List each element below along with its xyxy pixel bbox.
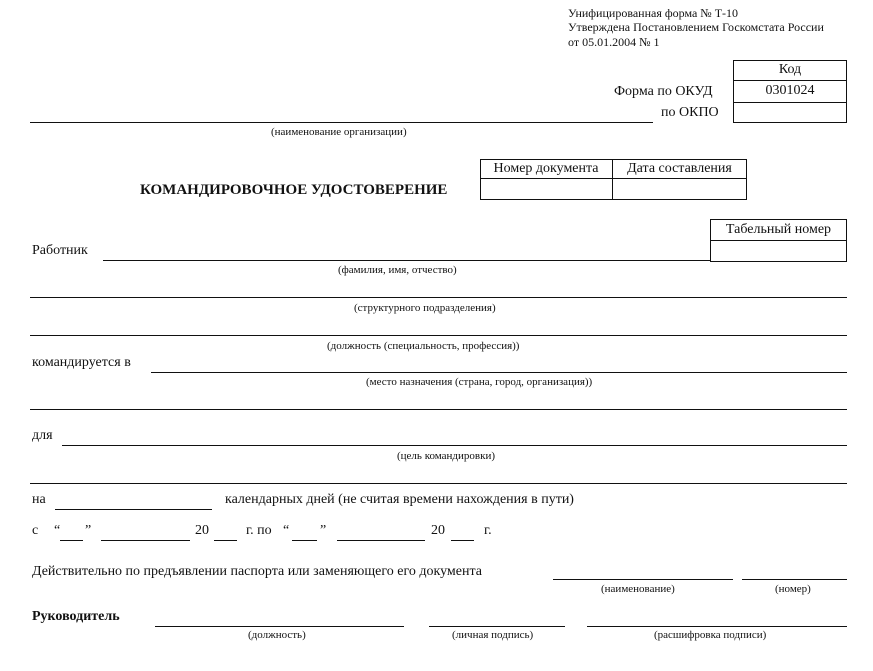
employee-label: Работник: [32, 243, 88, 258]
document-title: КОМАНДИРОВОЧНОЕ УДОСТОВЕРЕНИЕ: [140, 182, 448, 198]
head-label: Руководитель: [32, 609, 120, 624]
okpo-label: по ОКПО: [661, 105, 719, 120]
head-signature-decoding-field[interactable]: [587, 626, 847, 627]
form-number-line: Унифицированная форма № Т-10: [568, 6, 739, 20]
start-year-field[interactable]: [214, 540, 237, 541]
duration-prefix: на: [32, 492, 46, 507]
open-quote-2: “: [283, 523, 290, 538]
department-field[interactable]: [30, 297, 847, 298]
end-month-field[interactable]: [337, 540, 425, 541]
employee-fio-field[interactable]: [103, 260, 710, 261]
okud-code-value[interactable]: 0301024: [765, 83, 815, 98]
purpose-label: для: [32, 428, 53, 443]
document-date-header: Дата составления: [627, 161, 732, 176]
code-header: Код: [778, 62, 802, 77]
destination-field[interactable]: [151, 372, 847, 373]
end-year-prefix: 20: [431, 523, 445, 538]
department-caption: (структурного подразделения): [354, 302, 496, 314]
head-decoding-caption: (расшифровка подписи): [654, 629, 767, 641]
okud-label: Форма по ОКУД: [614, 84, 713, 99]
passport-text: Действительно по предъявлении паспорта или заменяющего его документа: [32, 564, 482, 579]
tabel-number-header: Табельный номер: [725, 222, 832, 237]
organization-caption: (наименование организации): [271, 126, 407, 138]
end-year-field[interactable]: [451, 540, 474, 541]
fio-caption: (фамилия, имя, отчество): [338, 264, 457, 276]
start-year-prefix: 20: [195, 523, 209, 538]
document-number-header: Номер документа: [493, 161, 599, 176]
destination-caption: (место назначения (страна, город, организация)): [366, 376, 593, 388]
purpose-field[interactable]: [62, 445, 847, 446]
period-end-label: г.: [484, 523, 492, 538]
position-field[interactable]: [30, 335, 847, 336]
approval-line: Утверждена Постановлением Госкомстата России: [568, 20, 824, 34]
close-quote-2: ”: [320, 523, 327, 538]
period-from-label: с: [32, 523, 39, 538]
head-signature-caption: (личная подпись): [452, 629, 534, 641]
head-position-field[interactable]: [155, 626, 404, 627]
document-number-caption: (номер): [775, 583, 811, 595]
head-signature-field[interactable]: [429, 626, 565, 627]
organization-name-field[interactable]: [30, 122, 653, 123]
open-quote: “: [54, 523, 61, 538]
position-caption: (должность (специальность, профессия)): [327, 340, 520, 352]
destination-label: командируется в: [32, 355, 131, 370]
duration-suffix: календарных дней (не считая времени нахождения в пути): [225, 492, 574, 507]
start-day-field[interactable]: [60, 540, 83, 541]
document-name-caption: (наименование): [601, 583, 675, 595]
close-quote: ”: [85, 523, 92, 538]
passport-document-name-field[interactable]: [553, 579, 733, 580]
purpose-caption: (цель командировки): [397, 450, 495, 462]
approval-date-line: от 05.01.2004 № 1: [568, 35, 660, 49]
end-day-field[interactable]: [292, 540, 317, 541]
passport-document-number-field[interactable]: [742, 579, 847, 580]
start-month-field[interactable]: [101, 540, 190, 541]
head-position-caption: (должность): [248, 629, 306, 641]
destination-field-continued[interactable]: [30, 409, 847, 410]
purpose-field-continued[interactable]: [30, 483, 847, 484]
period-to-label: г. по: [246, 523, 272, 538]
days-count-field[interactable]: [55, 509, 212, 510]
